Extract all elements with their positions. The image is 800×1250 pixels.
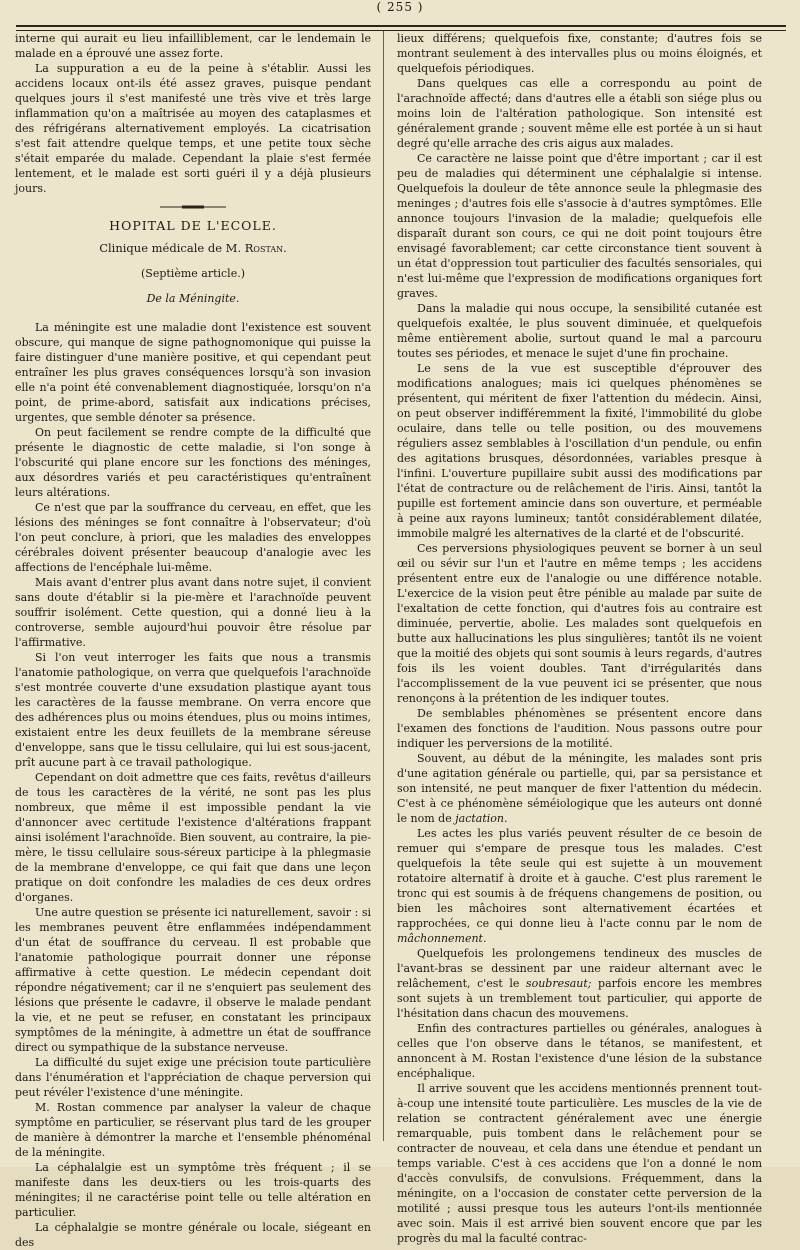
paragraph: La céphalalgie est un symptôme très fréquent ; il se manifeste dans les deux-tiers ou les trois-quarts des méningites; il ne caractérise point telle ou telle altération en particulier. [15, 1161, 371, 1219]
topic-title: De la Méningite. [146, 292, 240, 305]
paragraph: Ce caractère ne laisse point que d'être important ; car il est peu de maladies qui déterminent une céphalalgie si intense. Quelquefois la douleur de tête annonce seule la phlegmasie des meninges ; d'autres fois elle s'associe à d'autres symptômes. Elle annonce toujours l'invasion de la maladie; quelquefois elle disparaît durant son cours, ce qui ne doit point toujours être envisagé favorablement; car cette circonstance tient souvent à un état d'oppression tout particulier des facultés sensoriales, qui n'est lui-même que l'expression de modifications organiques fort graves. [397, 152, 762, 300]
paragraph: De semblables phénomènes se présentent encore dans l'examen des fonctions de l'audition. Nous passons outre pour indiquer les perversions de la motilité. [397, 707, 762, 750]
page-number: ( 255 ) [376, 0, 424, 14]
paragraph: Une autre question se présente ici naturellement, savoir : si les membranes peuvent être enflammées indépendamment d'un état de souffrance du cerveau. Il est probable que l'anatomie pathologique pourrait donner une réponse affirmative à cette question. Le médecin cependant doit répondre négativement; car il ne s'enquiert pas seulement des lésions que présente le cadavre, il observe le malade pendant la vie, et ne peut se refuser, en constatant les principaux symptômes de la méningite, à admettre un état de souffrance direct ou sympathique de la substance nerveuse. [15, 906, 371, 1054]
clinic-prefix: Clinique médicale de M. [99, 241, 245, 255]
right-column [397, 31, 762, 1246]
clinic-heading [15, 241, 371, 256]
paragraph: La suppuration a eu de la peine à s'établir. Aussi les accidens locaux ont-ils été assez graves, puisque pendant quelques jours il s'est manifesté une très vive et très large inflammation qu'on a maîtrisée au moyen des cataplasmes et des réfrigérans alternativement employés. La cicatrisation s'est fait attendre quelque temps, et une petite toux sèche s'était emparée du malade. Cependant la plaie s'est fermée lentement, et le malade est sorti guéri il y a déjà plusieurs jours. [15, 62, 371, 195]
paragraph: Mais avant d'entrer plus avant dans notre sujet, il convient sans doute d'établir si la pie-mère et l'arachnoïde peuvent souffrir isolément. Cette question, qui a donné lieu à la controverse, semble aujourd'hui pouvoir être résolue par l'affirmative. [15, 576, 371, 649]
paragraph [397, 751, 762, 826]
paragraph: Il arrive souvent que les accidens mentionnés prennent tout-à-coup une intensité toute particulière. Les muscles de la vie de relation se contractent généralement avec une énergie remarquable, puis tombent dans le relâchement pour se contracter de nouveau, et cela dans une étendue et pendant un temps variable. C'est à ces accidens que l'on a donné le nom d'accès convulsifs, de convulsions. Fréquemment, dans la méningite, on a l'occasion de constater cette perversion de la motilité ; aussi presque tous les auteurs l'ont-ils mentionnée avec soin. Mais il est arrivé bien souvent encore que par les progrès du mal la faculté contrac- [397, 1082, 762, 1245]
paragraph: La méningite est une maladie dont l'existence est souvent obscure, qui manque de signe pathognomonique qui puisse la faire distinguer d'une manière positive, et qui cependant peut entraîner les plus graves conséquences lorsqu'à son invasion elle n'a point été convenablement diagnostiquée, lorsqu'on n'a point, de prime-abord, satisfait aux indications précises, urgentes, que semble dénoter sa présence. [15, 321, 371, 424]
paragraph: Ce n'est que par la souffrance du cerveau, en effet, que les lésions des méninges se font connaître à l'observateur; d'où l'on peut conclure, à priori, que les maladies des enveloppes cérébrales doivent présenter beaucoup d'analogie avec les affections de l'encéphale lui-même. [15, 501, 371, 574]
paragraph: M. Rostan commence par analyser la valeur de chaque symptôme en particulier, se réservant plus tard de les grouper de manière à démontrer la marche et l'ensemble phénoménal de la méningite. [15, 1101, 371, 1159]
left-column [15, 31, 371, 1250]
paragraph: Enfin des contractures partielles ou générales, analogues à celles que l'on observe dans le tétanos, se manifestent, et annoncent à M. Rostan l'existence d'une lésion de la substance encéphalique. [397, 1022, 762, 1080]
paragraph: Si l'on veut interroger les faits que nous a transmis l'anatomie pathologique, on verra que quelquefois l'arachnoïde s'est montrée couverte d'une exsudation plastique ayant tous les caractères de la fausse membrane. On verra encore que des adhérences plus ou moins étendues, plus ou moins intimes, existaient entre les deux feuillets de la membrane séreuse d'enveloppe, sans que le tissu cellulaire, qui lui est sous-jacent, prît aucune part à ce travail pathologique. [15, 651, 371, 769]
paragraph-text: Souvent, au début de la méningite, les malades sont pris d'une agitation générale ou partielle, qui, par sa persistance et son intensité, ne peut manquer de fixer l'attention du médecin. C'est à ce phénomène séméiologique que les auteurs ont donné le nom de [397, 752, 762, 825]
paragraph-text: parfois encore les membres sont sujets à un tremblement tout particulier, qui apporte de l'hésitation dans chacun des mouvemens. [397, 977, 762, 1020]
article-label: (Septième article.) [141, 267, 245, 280]
paragraph-text: Les actes les plus variés peuvent résulter de ce besoin de remuer qui s'empare de presque tous les malades. C'est quelquefois la tête seule qui est sujette à un mouvement rotatoire alternatif à droite et à gauche. C'est plus rarement le tronc qui est soumis à de fréquens changemens de position, ou bien les mâchoires sont alternativement écartées et rapprochées, ce qui donne lieu à l'acte connu par le nom de [397, 827, 762, 930]
clinic-name: Rostan. [244, 241, 287, 255]
paragraph: Dans quelques cas elle a correspondu au point de l'arachnoïde affecté; dans d'autres elle a établi son siége plus ou moins loin de l'altération pathologique. Son intensité est généralement grande ; souvent même elle est portée à un si haut degré qu'elle arrache des cris aigus aux malades. [397, 77, 762, 150]
paragraph: lieux différens; quelquefois fixe, constante; d'autres fois se montrant seulement à des intervalles plus ou moins éloignés, et quelquefois périodiques. [397, 32, 762, 75]
italic-term: soubresaut; [525, 977, 592, 990]
column-divider [383, 31, 384, 1141]
paragraph: La céphalalgie se montre générale ou locale, siégeant en des [15, 1221, 371, 1249]
paragraph [397, 946, 762, 1021]
paragraph [397, 826, 762, 946]
italic-term: jactation. [455, 812, 508, 825]
italic-term: mâchonnement. [397, 932, 487, 945]
paragraph: Dans la maladie qui nous occupe, la sensibilité cutanée est quelquefois exaltée, le plus souvent diminuée, et quelquefois même entièrement abolie, surtout quand le mal a parcouru toutes ses périodes, et menace le sujet d'une fin prochaine. [397, 302, 762, 360]
paragraph: Le sens de la vue est susceptible d'éprouver des modifications analogues; mais ici quelques phénomènes se présentent, qui méritent de fixer l'attention du médecin. Ainsi, on peut observer indifféremment la fixité, l'immobilité du globe oculaire, dans telle ou telle position, ou des mouvemens réguliers assez semblables à l'oscillation d'un pendule, ou enfin des agitations brusques, désordonnées, variables presque à l'infini. L'ouverture pupillaire subit aussi des modifications par l'état de contracture ou de relâchement de l'iris. Ainsi, tantôt la pupille est fortement amincie dans son ouverture, et perméable à peine aux rayons lumineux; tantôt considérablement dilatée, immobile malgré les alternatives de la clarté et de l'obscurité. [397, 362, 762, 540]
section-divider-ornament [158, 204, 228, 210]
paragraph: La difficulté du sujet exige une précision toute particulière dans l'énumération et l'appréciation de chaque perversion qui peut révéler l'existence d'une méningite. [15, 1056, 371, 1099]
paragraph: interne qui aurait eu lieu infailliblement, car le lendemain le malade en a éprouvé une assez forte. [15, 32, 371, 60]
paragraph: Ces perversions physiologiques peuvent se borner à un seul œil ou sévir sur l'un et l'autre en même temps ; les accidens présentent entre eux de l'analogie ou une différence notable. L'exercice de la vision peut être pénible au malade par suite de l'exaltation de cette fonction, qui d'autres fois au contraire est diminuée, pervertie, abolie. Les malades sont quelquefois en butte aux hallucinations les plus singulières; tantôt ils ne voient que la moitié des objets qui sont soumis à leurs regards, d'autres fois ils les voient doubles. Tant d'irrégularités dans l'accomplissement de la vue peuvent ici se présenter, que nous renonçons à la prétention de les indiquer toutes. [397, 542, 762, 705]
paragraph-text: Quelquefois les prolongemens tendineux des muscles de l'avant-bras se dessinent par une raideur alternant avec le relâchement, c'est le [397, 947, 762, 990]
section-title: HOPITAL DE L'ECOLE. [109, 218, 277, 233]
paragraph: On peut facilement se rendre compte de la difficulté que présente le diagnostic de cette maladie, si l'on songe à l'obscurité qui plane encore sur les fonctions des méninges, aux désordres variés et peu caractéristiques qu'entraînent leurs altérations. [15, 426, 371, 499]
paragraph: Cependant on doit admettre que ces faits, revêtus d'ailleurs de tous les caractères de la vérité, ne sont pas les plus nombreux, que même il est impossible pendant la vie d'annoncer avec certitude l'existence d'altérations frappant ainsi isolément l'arachnoïde. Bien souvent, au contraire, la pie-mère, le tissu cellulaire sous-séreux participe à la phlegmasie de la membrane d'enveloppe, ce qui fait que dans une leçon pratique on doit confondre les maladies de ces deux ordres d'organes. [15, 771, 371, 904]
